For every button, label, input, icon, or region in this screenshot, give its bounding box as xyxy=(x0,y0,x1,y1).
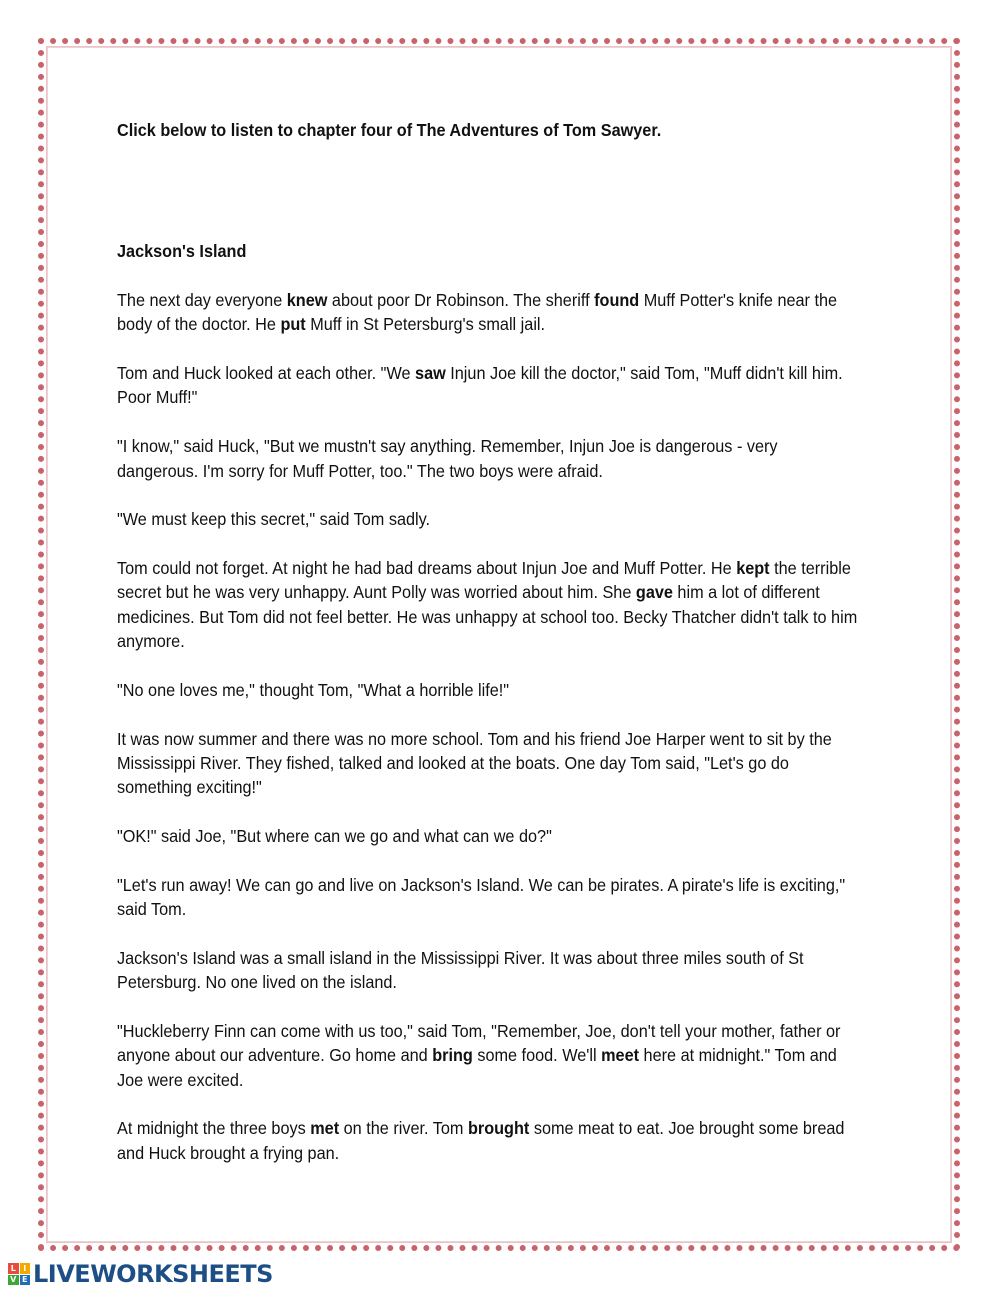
liveworksheets-brand xyxy=(8,1259,273,1289)
text-run: Jackson's Island was a small island in the Mississippi River. It was about three miles south of St Petersburg. No one lived on the island. xyxy=(117,947,804,993)
highlighted-verb: knew xyxy=(286,290,328,311)
highlighted-verb: bring xyxy=(432,1045,473,1066)
text-run: Tom and Huck looked at each other. "We xyxy=(117,363,416,384)
text-run: some food. We'll xyxy=(472,1045,602,1066)
highlighted-verb: meet xyxy=(601,1045,640,1066)
logo-letter: I xyxy=(20,1263,31,1274)
story-paragraph xyxy=(117,288,860,337)
text-run: "No one loves me," thought Tom, "What a horrible life!" xyxy=(117,679,510,700)
logo-letter: L xyxy=(8,1263,19,1274)
story-paragraph xyxy=(117,946,860,995)
text-run: on the river. Tom xyxy=(339,1118,468,1139)
text-run: "Let's run away! We can go and live on Jackson's Island. We can be pirates. A pirate's life is exciting," said Tom. xyxy=(117,874,846,920)
brand-name: LIVEWORKSHEETS xyxy=(33,1260,273,1288)
listen-instruction: Click below to listen to chapter four of The Adventures of Tom Sawyer. xyxy=(117,120,662,140)
text-run: "We must keep this secret," said Tom sadly. xyxy=(117,509,431,530)
text-run: Muff in St Petersburg's small jail. xyxy=(305,314,546,335)
highlighted-verb: found xyxy=(594,290,640,311)
highlighted-verb: gave xyxy=(635,582,673,603)
text-run: The next day everyone xyxy=(117,290,287,311)
text-run: him a lot of different medicines. But Tom did not feel better. He was unhappy at school too. Becky Thatcher didn't talk to him anymore. xyxy=(117,582,858,652)
liveworksheets-logo-icon xyxy=(8,1263,30,1285)
text-run: "I know," said Huck, "But we mustn't say anything. Remember, Injun Joe is dangerous - very dangerous. I'm sorry for Muff Potter, too." The two boys were afraid. xyxy=(117,436,778,481)
story-paragraph xyxy=(117,434,860,483)
highlighted-verb: kept xyxy=(736,558,770,579)
logo-letter: E xyxy=(20,1275,31,1286)
text-run: At midnight the three boys xyxy=(117,1118,311,1139)
story-paragraph xyxy=(117,727,860,800)
text-run: Injun Joe kill the doctor," said Tom, "Muff didn't kill him. Poor Muff!" xyxy=(117,363,843,408)
text-run: about poor Dr Robinson. The sheriff xyxy=(327,290,595,311)
worksheet-content xyxy=(117,118,860,1190)
highlighted-verb: brought xyxy=(467,1118,530,1139)
text-run: some meat to eat. Joe brought some bread and Huck brought a frying pan. xyxy=(117,1118,845,1163)
logo-letter: V xyxy=(8,1275,19,1286)
story-paragraph xyxy=(117,678,860,702)
story-paragraph xyxy=(117,507,860,531)
highlighted-verb: put xyxy=(280,314,306,335)
text-run: It was now summer and there was no more school. Tom and his friend Joe Harper went to sit by the Mississippi River. They fished, talked and looked at the boats. One day Tom said, "Let's go do something exciting!" xyxy=(117,728,832,798)
story-text xyxy=(117,288,860,1165)
chapter-heading: Jackson's Island xyxy=(117,241,247,262)
story-paragraph xyxy=(117,824,860,848)
story-paragraph xyxy=(117,873,860,922)
text-run: "Huckleberry Finn can come with us too," said Tom, "Remember, Joe, don't tell your mother, father or anyone about our adventure. Go home and xyxy=(117,1021,841,1066)
highlighted-verb: saw xyxy=(415,363,446,384)
highlighted-verb: met xyxy=(310,1118,340,1139)
text-run: the terrible secret but he was very unhappy. Aunt Polly was worried about him. She xyxy=(117,558,851,603)
text-run: Tom could not forget. At night he had bad dreams about Injun Joe and Muff Potter. He xyxy=(117,558,737,579)
story-paragraph xyxy=(117,361,860,410)
story-paragraph xyxy=(117,1019,860,1092)
text-run: here at midnight." Tom and Joe were excited. xyxy=(117,1045,837,1090)
text-run: "OK!" said Joe, "But where can we go and what can we do?" xyxy=(117,826,552,847)
story-paragraph xyxy=(117,1116,860,1165)
story-paragraph xyxy=(117,556,860,653)
text-run: Muff Potter's knife near the body of the doctor. He xyxy=(117,290,838,335)
